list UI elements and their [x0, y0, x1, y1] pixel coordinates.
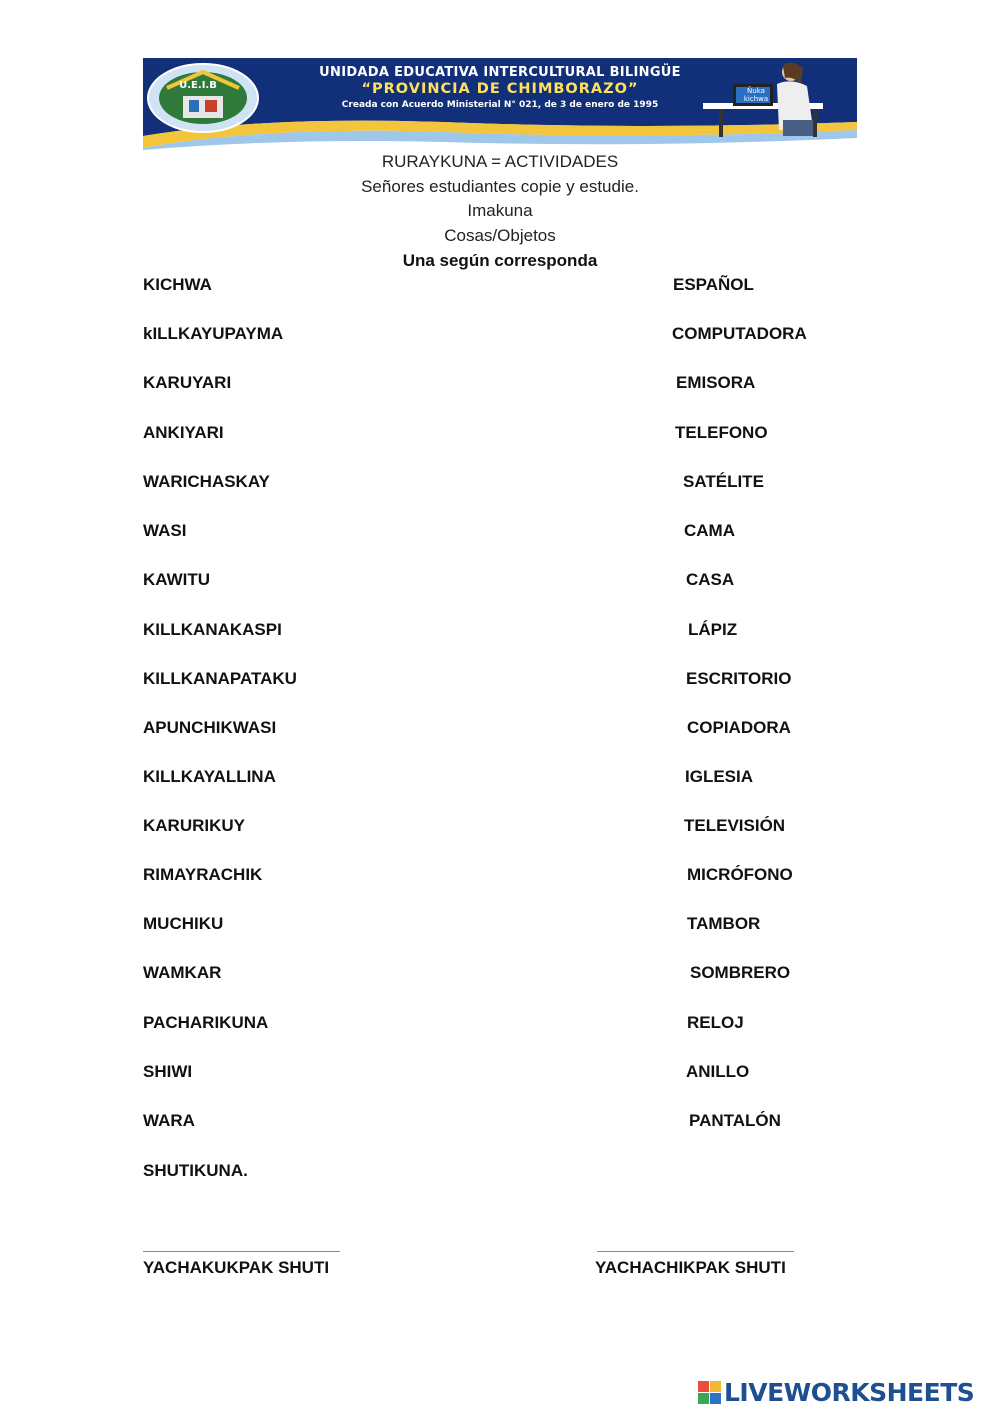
spanish-word[interactable]: CAMA — [684, 521, 735, 540]
kichwa-word[interactable]: KILLKANAPATAKU — [143, 669, 297, 688]
kichwa-word[interactable]: SHIWI — [143, 1062, 193, 1081]
liveworksheets-logo — [698, 1378, 998, 1408]
topic-spanish: Cosas/Objetos — [444, 226, 556, 245]
kichwa-word[interactable]: KILLKAYALLINA — [143, 767, 276, 786]
seal-label: U.E.I.B — [179, 80, 217, 91]
kichwa-word[interactable]: PACHARIKUNA — [143, 1013, 269, 1032]
spanish-word[interactable]: LÁPIZ — [688, 620, 738, 639]
instruction-text: Señores estudiantes copie y estudie. — [361, 177, 639, 196]
spanish-word[interactable]: COMPUTADORA — [672, 324, 807, 343]
spanish-word[interactable]: CASA — [686, 570, 735, 589]
student-signature-label: YACHAKUKPAK SHUTI — [143, 1258, 330, 1277]
spanish-word[interactable]: IGLESIA — [685, 767, 754, 786]
student-signature-line — [143, 1251, 340, 1252]
kichwa-word[interactable]: APUNCHIKWASI — [143, 718, 277, 737]
kichwa-word[interactable]: KARURIKUY — [143, 816, 245, 835]
spanish-word[interactable]: SOMBRERO — [690, 963, 791, 982]
task-instruction: Una según corresponda — [402, 251, 598, 270]
activity-title: RURAYKUNA = ACTIVIDADES — [381, 152, 619, 171]
kichwa-word[interactable]: WARICHASKAY — [143, 472, 270, 491]
spanish-word[interactable]: ANILLO — [686, 1062, 750, 1081]
spanish-word[interactable]: TAMBOR — [687, 914, 761, 933]
kichwa-word[interactable]: WARA — [143, 1111, 195, 1130]
teacher-signature-label: YACHACHIKPAK SHUTI — [595, 1258, 786, 1277]
spanish-word[interactable]: EMISORA — [676, 373, 756, 392]
spanish-word[interactable]: ESCRITORIO — [686, 669, 792, 688]
kichwa-column-header: KICHWA — [143, 275, 212, 294]
spanish-word[interactable]: TELEFONO — [675, 423, 768, 442]
kichwa-word[interactable]: MUCHIKU — [143, 914, 224, 933]
teacher-signature-line — [597, 1251, 794, 1252]
kichwa-word[interactable]: SHUTIKUNA. — [143, 1161, 248, 1180]
kichwa-word[interactable]: KILLKANAKASPI — [143, 620, 282, 639]
school-type: UNIDADA EDUCATIVA INTERCULTURAL BILINGÜE — [319, 65, 681, 80]
liveworksheets-brand: LIVEWORKSHEETS — [724, 1378, 975, 1407]
spanish-word[interactable]: TELEVISIÓN — [684, 816, 786, 835]
spanish-word[interactable]: COPIADORA — [687, 718, 791, 737]
spanish-column-header: ESPAÑOL — [673, 275, 754, 294]
spanish-word[interactable]: PANTALÓN — [689, 1111, 781, 1130]
liveworksheets-logo-icon — [698, 1381, 722, 1405]
kichwa-word[interactable]: WAMKAR — [143, 963, 222, 982]
kichwa-word[interactable]: KARUYARI — [143, 373, 232, 392]
laptop-screen-label: Ñuka kichwa — [743, 87, 769, 103]
spanish-word[interactable]: RELOJ — [687, 1013, 744, 1032]
kichwa-word[interactable]: RIMAYRACHIK — [143, 865, 263, 884]
school-name: “PROVINCIA DE CHIMBORAZO” — [361, 81, 639, 97]
kichwa-word[interactable]: WASI — [143, 521, 187, 540]
spanish-word[interactable]: MICRÓFONO — [687, 865, 793, 884]
kichwa-word[interactable]: kILLKAYUPAYMA — [143, 324, 284, 343]
school-decree: Creada con Acuerdo Ministerial N° 021, de 3 de enero de 1995 — [341, 100, 659, 110]
school-banner — [143, 58, 857, 150]
spanish-word[interactable]: SATÉLITE — [683, 472, 764, 491]
kichwa-word[interactable]: KAWITU — [143, 570, 211, 589]
kichwa-word[interactable]: ANKIYARI — [143, 423, 224, 442]
topic-kichwa: Imakuna — [467, 201, 533, 220]
